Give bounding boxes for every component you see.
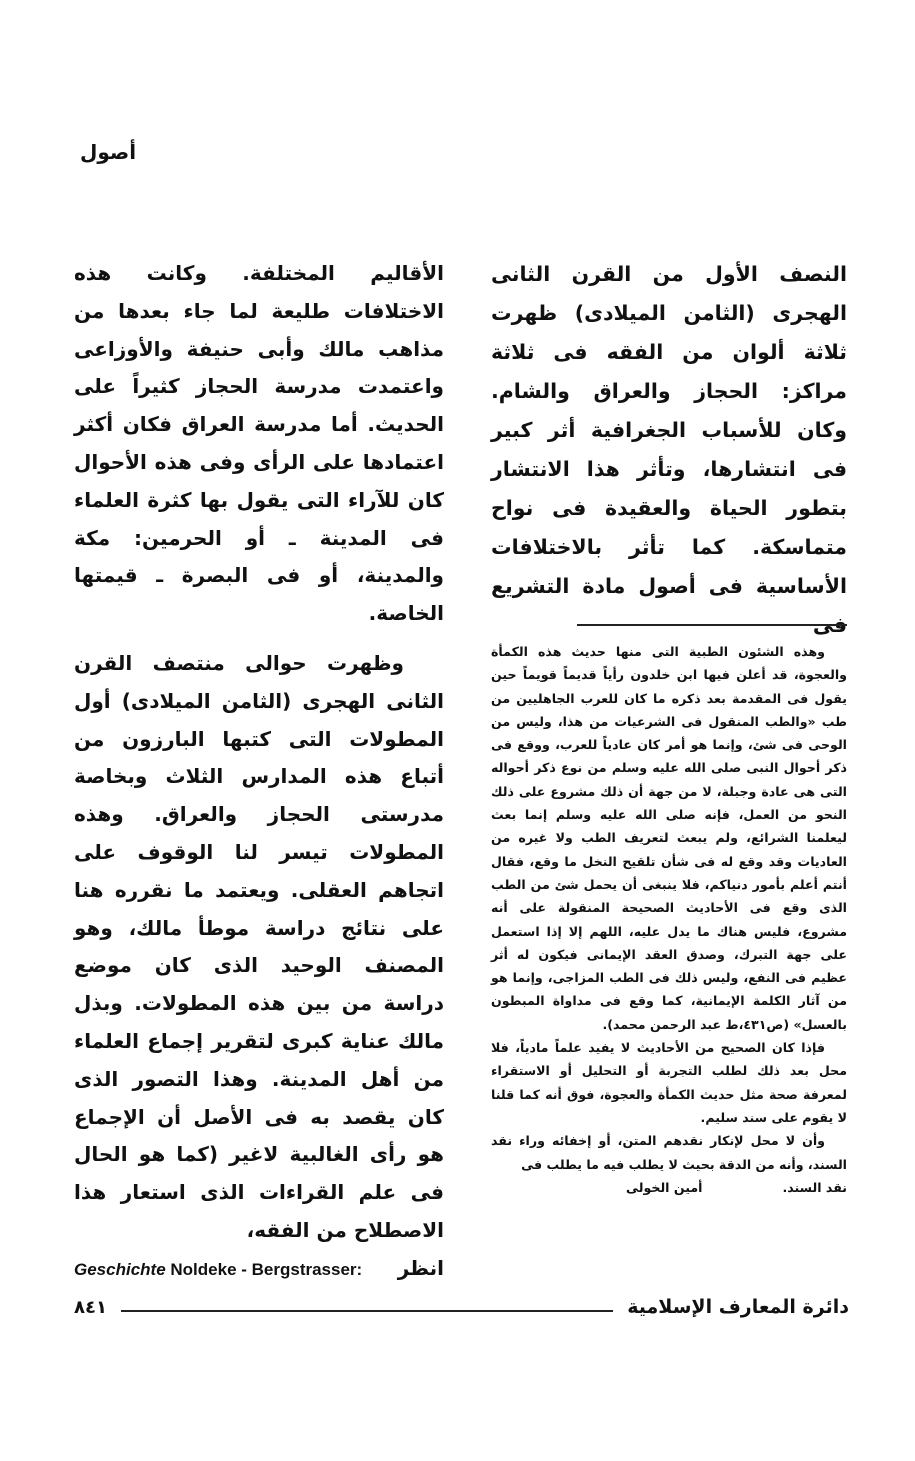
footer-title: دائرة المعارف الإسلامية xyxy=(627,1296,849,1318)
page-header-title: أصول xyxy=(80,140,137,164)
footnote-1: وهذه الشئون الطبية التى منها حديث هذه الكمأة والعجوة، قد أعلن فيها ابن خلدون رأياً قديماً قويماً حين يقول فى المقدمة بعد ذكره ما كان للعرب الجاهليين من طب «والطب المنقول فى الشرعيات من هذا، وليس من الوحى فى شئ، وإنما هو أمر كان عادياً للعرب، ووقع فى ذكر أحوال النبى صلى الله عليه وسلم من نوع ذكر أحواله التى هى عادة وجبلة، لا من جهة أن ذلك مشروع على ذلك النحو من العمل، فإنه صلى الله عليه وسلم إنما بعث ليعلمنا الشرائع، ولم يبعث لتعريف الطب ولا غيره من العاديات وقد وقع له فى شأن تلقيح النخل ما وقع، فقال أنتم أعلم بأمور دنياكم، فلا ينبغى أن يحمل شئ من الطب الذى وقع فى الأحاديث الصحيحة المنقولة على أنه مشروع، فليس هناك ما يدل عليه، اللهم إلا إذا استعمل على جهة التبرك، وصدق العقد الإيمانى فيكون له أثر عظيم فى النفع، وليس ذلك فى الطب المزاجى، وإنما هو من آثار الكلمة الإيمانية، كما وقع فى مداواة المبطون بالعسل» (ص٤٣١،ط عبد الرحمن محمد). xyxy=(491,644,847,1032)
footnote-3: وأن لا محل لإنكار نقدهم المتن، أو إخفائه وراء نقد السند، وأنه من الدقة بحيث لا يطلب فيه ما يطلب فى xyxy=(491,1133,847,1172)
reference-arabic-label: انظر xyxy=(397,1255,444,1280)
footer-rule xyxy=(121,1310,613,1312)
reference-line xyxy=(74,1250,444,1289)
footnote-separator xyxy=(577,624,847,626)
page-number: ٨٤١ xyxy=(74,1296,107,1318)
footnotes-block xyxy=(491,640,847,1199)
left-column-paragraph-1: الأقاليم المختلفة. وكانت هذه الاختلافات طليعة لما جاء بعدها من مذاهب مالك وأبى حنيفة والأوزاعى واعتمدت مدرسة الحجاز كثيراً على الحديث. أما مدرسة العراق فكان أكثر اعتمادها على الرأى وفى هذه الأحوال كان للآراء التى يقول بها كثرة العلماء فى المدينة ـ أو الحرمين: مكة والمدينة، أو فى البصرة ـ قيمتها الخاصة. xyxy=(74,261,444,626)
page-footer xyxy=(74,1294,849,1320)
left-column xyxy=(74,255,444,1289)
footnote-signature-row xyxy=(491,1176,847,1199)
right-column-text: النصف الأول من القرن الثانى الهجرى (الثامن الميلادى) ظهرت ثلاثة ألوان من الفقه فى ثلاثة مراكز: الحجاز والعراق والشام. وكان للأسباب الجغرافية أثر كبير فى انتشارها، وتأثر هذا الانتشار بتطور الحياة والعقيدة فى نواح متماسكة. كما تأثر بالاختلافات الأساسية فى أصول مادة التشريع فى xyxy=(491,262,847,637)
footnote-signature: أمين الخولى xyxy=(626,1179,703,1195)
reference-authors: Noldeke - Bergstrasser: xyxy=(170,1259,363,1279)
footnote-3-end: نقد السند. xyxy=(782,1179,847,1195)
reference-latin xyxy=(74,1251,362,1289)
left-column-paragraph-2: وظهرت حوالى منتصف القرن الثانى الهجرى (الثامن الميلادى) أول المطولات التى كتبها البارزون من أتباع هذه المدارس الثلاث وبخاصة مدرستى الحجاز والعراق. وهذه المطولات تيسر لنا الوقوف على اتجاهم العقلى. ويعتمد ما نقرره هنا على نتائج دراسة موطأ مالك، وهو المصنف الوحيد الذى كان موضع دراسة من بين هذه المطولات. وبذل مالك عناية كبرى لتقرير إجماع العلماء من أهل المدينة. وهذا التصور الذى كان يقصد به فى الأصل أن الإجماع هو رأى الغالبية لاغير (كما هو الحال فى علم القراءات الذى استعار هذا الاصطلاح من الفقه، xyxy=(74,650,444,1242)
reference-italic-title: Geschichte xyxy=(74,1259,166,1279)
footnote-2: فإذا كان الصحيح من الأحاديث لا يفيد علماً مادياً، فلا محل بعد ذلك لطلب التجربة أو التحليل أو الاستقراء لمعرفة صحة مثل حديث الكمأة والعجوة، فوق أنه كما قلنا لا يقوم على سند سليم. xyxy=(491,1040,847,1125)
